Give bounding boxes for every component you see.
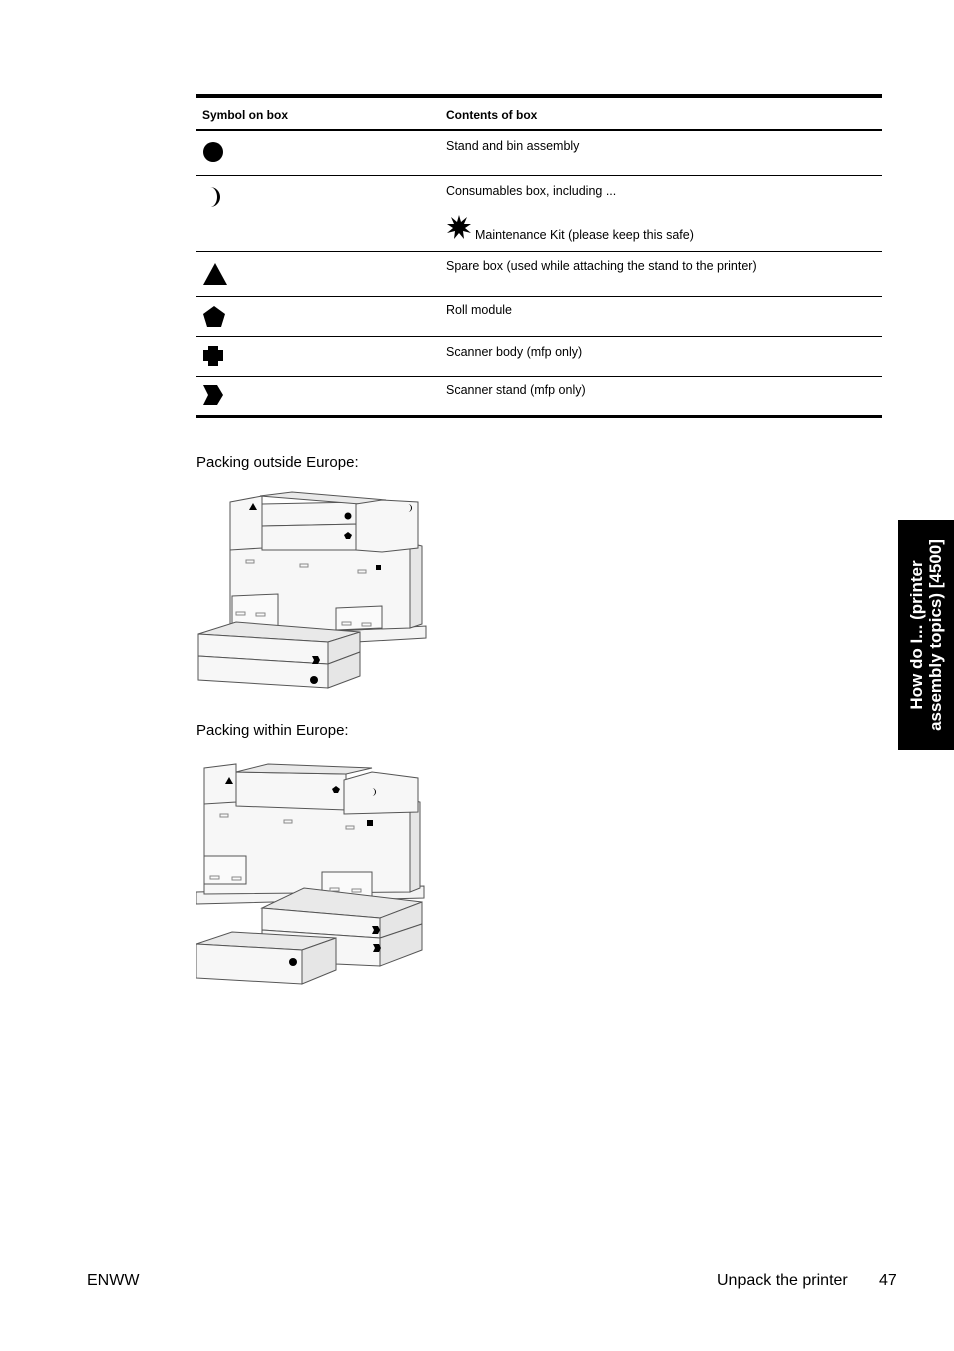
table-header	[196, 98, 882, 131]
packing-within-europe-illustration	[196, 760, 432, 990]
page-number: 47	[879, 1272, 897, 1289]
table-row	[196, 377, 882, 415]
row-text: Consumables box, including ...	[446, 184, 617, 198]
circle-icon	[202, 141, 224, 163]
row-text: Stand and bin assembly	[446, 139, 580, 153]
table-row	[196, 297, 882, 337]
side-tab-line1: How do I... (printer	[907, 560, 926, 710]
row-text: Roll module	[446, 303, 513, 317]
header-symbol: Symbol on box	[202, 108, 289, 122]
pentagon-icon	[202, 305, 226, 329]
footer-left: ENWW	[87, 1272, 140, 1289]
table-row	[196, 337, 882, 377]
caption-within-europe: Packing within Europe:	[196, 722, 349, 739]
symbols-table	[196, 94, 882, 418]
row-subtext: Maintenance Kit (please keep this safe)	[475, 228, 694, 242]
row-text: Scanner body (mfp only)	[446, 345, 583, 359]
footer-section-title: Unpack the printer	[717, 1272, 848, 1289]
starburst-icon	[446, 214, 472, 240]
triangle-icon	[202, 262, 228, 286]
packing-outside-europe-illustration	[196, 488, 432, 700]
cross-icon	[202, 345, 224, 367]
header-contents: Contents of box	[446, 108, 538, 122]
chevron-icon	[202, 384, 224, 406]
crescent-icon	[202, 186, 224, 208]
caption-outside-europe: Packing outside Europe:	[196, 454, 359, 471]
table-row	[196, 176, 882, 252]
side-tab-line2: assembly topics) [4500]	[926, 539, 945, 731]
table-row	[196, 252, 882, 297]
table-row	[196, 131, 882, 176]
chapter-side-tab	[898, 520, 954, 750]
table-bottom-rule	[196, 415, 882, 418]
row-text: Scanner stand (mfp only)	[446, 383, 586, 397]
row-text: Spare box (used while attaching the stand to the printer)	[446, 259, 757, 273]
